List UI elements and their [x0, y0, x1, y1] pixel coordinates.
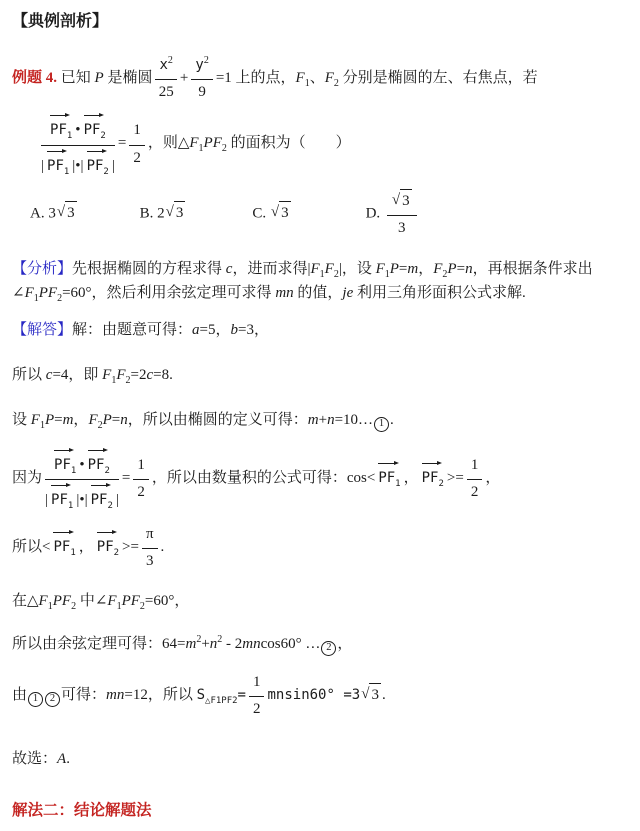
- text-run: c: [225, 261, 233, 278]
- fraction-denominator: [142, 549, 158, 573]
- text-run: =60°，然后利用余弦定理可求得: [62, 284, 276, 301]
- sqrt-radical-icon: √: [361, 686, 370, 703]
- text-run: P: [94, 69, 104, 86]
- sqrt-radical-icon: √: [165, 204, 174, 221]
- text-run: a: [192, 321, 200, 338]
- fraction-numerator: [133, 453, 149, 480]
- text-run: P: [102, 412, 112, 429]
- text-run: 1: [252, 674, 261, 691]
- vector-base: PF: [378, 469, 396, 486]
- circled-number: 1: [28, 692, 43, 707]
- text-run: .: [160, 539, 165, 556]
- section-title: [12, 10, 628, 35]
- fraction-numerator: [45, 445, 119, 480]
- text-run: A. 3: [30, 205, 56, 222]
- text-run: B. 2: [139, 205, 165, 222]
- sqrt-body: 3: [279, 201, 291, 225]
- vector-arrow-icon: [378, 460, 393, 466]
- vector-arrow-icon: [84, 112, 99, 118]
- text-run: c: [146, 367, 154, 384]
- subscript: 1: [304, 77, 310, 89]
- step-definition: [12, 409, 628, 432]
- text-run: 3: [146, 553, 154, 570]
- text-run: 25: [158, 84, 174, 101]
- text-run: >=: [446, 469, 464, 486]
- vector: [53, 528, 75, 559]
- fraction-denominator: [133, 480, 149, 504]
- text-run: F: [24, 284, 34, 301]
- text-run: >=: [122, 539, 139, 556]
- vector-arrow-icon: [97, 529, 112, 535]
- text-run: 2: [133, 149, 141, 166]
- subscript: 1: [47, 600, 53, 612]
- text-run: C.: [252, 205, 270, 222]
- sqrt-body: 3: [174, 201, 186, 225]
- subscript: 1: [395, 478, 401, 489]
- fraction: [45, 445, 119, 513]
- vector: [378, 459, 400, 490]
- text-run: 中∠: [76, 592, 108, 609]
- fraction-numerator: [387, 188, 417, 216]
- text-run: ，所以由数量积的公式可得：cos<: [151, 469, 376, 486]
- sqrt: [166, 201, 186, 225]
- vector-arrow-icon: [47, 148, 62, 154]
- text-run: ，: [403, 469, 419, 486]
- text-run: mn: [106, 687, 125, 704]
- text-run: .: [390, 412, 394, 429]
- text-run: =: [54, 412, 63, 429]
- fraction-numerator: [467, 453, 483, 480]
- options-row: [12, 188, 628, 241]
- fraction: [133, 453, 149, 505]
- text-run: F: [295, 69, 305, 86]
- subscript: 2: [442, 269, 448, 281]
- subscript: 1: [66, 131, 73, 142]
- text-run: ，进而求得|: [232, 261, 311, 278]
- text-run: P: [447, 261, 457, 278]
- text-run: F: [116, 367, 126, 384]
- subscript: 1: [384, 269, 390, 281]
- subscript: 1: [67, 500, 74, 511]
- subscript: 2: [103, 166, 109, 177]
- subscript: 1: [319, 269, 325, 281]
- text-run: n: [327, 412, 335, 429]
- text-run: 先根据椭圆的方程求得: [72, 261, 226, 278]
- analysis-paragraph: [12, 258, 628, 305]
- circled-number: 2: [45, 692, 60, 707]
- vector-arrow-icon: [422, 460, 437, 466]
- text-run: F: [433, 261, 443, 278]
- text-run: =1 上的点，: [215, 69, 296, 86]
- vector-arrow-head: [66, 483, 71, 487]
- text-run: S: [196, 687, 206, 704]
- text-run: 由: [12, 687, 28, 704]
- text-run: 解：由题意可得：: [72, 321, 193, 338]
- vector-base: PF: [51, 491, 68, 508]
- text-run: 2: [470, 483, 479, 500]
- subscript: 1: [198, 143, 204, 155]
- subscript: 1: [63, 166, 70, 177]
- fraction: [142, 522, 158, 574]
- fraction-denominator: [129, 146, 145, 170]
- text-run: |: [45, 491, 49, 508]
- subscript: 2: [333, 77, 339, 89]
- vector-base: PF: [87, 456, 105, 473]
- vector: [87, 147, 109, 178]
- fraction-numerator: [191, 53, 212, 80]
- step-law-of-cosines: [12, 633, 628, 656]
- text-run: .: [66, 750, 70, 767]
- text-run: F: [189, 135, 199, 152]
- method2-heading: [12, 799, 628, 823]
- text-run: =12，所以: [124, 687, 197, 704]
- vector-arrow-head: [62, 149, 67, 153]
- text-run: mnsin60° =3: [267, 687, 361, 704]
- vector-arrow-shaft: [84, 115, 99, 116]
- text-run: |: [115, 491, 119, 508]
- vector-arrow-shaft: [54, 450, 69, 451]
- text-run: =: [237, 687, 246, 704]
- vector: [54, 446, 76, 477]
- text-run: +: [201, 635, 210, 652]
- fraction: [155, 53, 176, 105]
- vector-arrow-icon: [54, 447, 69, 453]
- subscript: 1: [116, 600, 122, 612]
- text-run: 可得：: [61, 687, 107, 704]
- text-run: 的面积为（ ）: [226, 135, 351, 152]
- subscript: 1: [70, 465, 77, 476]
- text-run: 利用三角形面积公式求解.: [353, 284, 526, 301]
- text-run: =: [398, 261, 408, 278]
- step-dot-product: [12, 445, 628, 513]
- vector-arrow-icon: [87, 148, 102, 154]
- vector-arrow-head: [65, 113, 70, 117]
- step-angle: [12, 522, 628, 574]
- fraction-denominator: [467, 480, 483, 504]
- step-area: [12, 670, 628, 722]
- fraction-denominator: [191, 80, 212, 104]
- text-run: F: [107, 592, 117, 609]
- vector-arrow-shaft: [97, 532, 112, 533]
- vector-arrow-shaft: [88, 450, 103, 451]
- text-run: =5，: [199, 321, 231, 338]
- superscript: 2: [167, 54, 173, 66]
- superscript: 2: [196, 633, 202, 645]
- text-run: m: [62, 412, 74, 429]
- sqrt-body: 3: [369, 683, 381, 707]
- vector-base: PF: [86, 157, 104, 174]
- text-run: |: [41, 157, 45, 174]
- text-run: 分别是椭圆的左、右焦点，若: [338, 69, 538, 86]
- text-run: n: [120, 412, 128, 429]
- text-run: c: [45, 367, 53, 384]
- circled-number: 1: [374, 417, 389, 432]
- text-run: P: [389, 261, 399, 278]
- text-run: m: [407, 261, 419, 278]
- text-run: 【解答】: [12, 321, 73, 338]
- text-run: m: [185, 635, 197, 652]
- text-run: F: [61, 592, 72, 609]
- subscript: 2: [97, 420, 103, 432]
- text-run: ，: [78, 539, 94, 556]
- text-run: F: [38, 592, 48, 609]
- text-run: F: [88, 412, 98, 429]
- step-c-value: [12, 364, 628, 387]
- vector-arrow-icon: [88, 447, 103, 453]
- text-run: 所以由余弦定理可得：64=: [12, 635, 186, 652]
- subscript: 2: [104, 465, 110, 476]
- text-run: x: [159, 56, 168, 73]
- sqrt-radical-icon: √: [270, 204, 280, 221]
- vector-base: PF: [90, 491, 108, 508]
- vector-arrow-shaft: [53, 532, 68, 533]
- vector: [422, 459, 444, 490]
- vector-arrow-shaft: [51, 485, 66, 486]
- text-run: n: [209, 635, 218, 652]
- solution-intro: [12, 319, 628, 342]
- final-answer: [12, 748, 628, 771]
- text-run: P: [44, 412, 55, 429]
- subscript: 2: [71, 600, 77, 612]
- text-run: ，所以由椭圆的定义可得：: [127, 412, 308, 429]
- subscript: △F1PF2: [205, 696, 238, 707]
- vector: [97, 528, 119, 559]
- text-run: cos60° …: [260, 635, 321, 652]
- text-run: n: [465, 261, 473, 278]
- text-run: 解法二：结论解题法: [12, 801, 152, 819]
- vector: [47, 147, 69, 178]
- text-run: P: [38, 284, 48, 301]
- text-run: P: [121, 592, 131, 609]
- text-run: 9: [198, 84, 206, 101]
- text-run: =60°，: [144, 592, 190, 609]
- vector-arrow-head: [69, 530, 74, 534]
- text-run: F: [102, 367, 112, 384]
- text-run: - 2: [222, 635, 243, 652]
- text-run: =: [121, 469, 131, 486]
- text-run: =4，即: [52, 367, 103, 384]
- text-run: ，: [418, 261, 434, 278]
- subscript: 2: [113, 548, 120, 559]
- text-run: 在△: [12, 592, 39, 609]
- text-run: =: [117, 135, 127, 152]
- subscript: 2: [333, 269, 339, 281]
- subscript: 1: [111, 375, 117, 387]
- sqrt-body: 3: [400, 189, 412, 213]
- text-run: F: [324, 261, 334, 278]
- text-run: 1: [137, 456, 145, 473]
- fraction: [191, 53, 212, 105]
- vector-arrow-head: [99, 113, 104, 117]
- sqrt-radical-icon: √: [391, 191, 401, 208]
- vector-arrow-icon: [51, 482, 66, 488]
- fraction-denominator: [387, 216, 417, 240]
- text-run: =10…: [334, 412, 374, 429]
- vector-base: PF: [54, 456, 71, 473]
- text-run: 所以<: [12, 539, 51, 556]
- text-run: 已知: [57, 69, 95, 86]
- text-run: 故选：: [12, 750, 58, 767]
- vector-arrow-head: [102, 149, 107, 153]
- vector-arrow-shaft: [50, 115, 65, 116]
- text-run: mn: [242, 635, 261, 652]
- text-run: 例题 4.: [12, 69, 58, 86]
- sqrt: [392, 189, 412, 213]
- vector-arrow-icon: [53, 529, 68, 535]
- text-run: |: [111, 157, 115, 174]
- text-run: F: [310, 261, 320, 278]
- text-run: F: [30, 412, 40, 429]
- vector-base: PF: [53, 539, 71, 556]
- fraction: [387, 188, 417, 241]
- text-run: ，则△: [147, 135, 190, 152]
- vector: [88, 446, 110, 477]
- text-run: •: [79, 456, 85, 473]
- text-run: 2: [137, 483, 145, 500]
- text-run: F: [47, 284, 58, 301]
- text-run: y: [195, 56, 204, 73]
- vector-arrow-shaft: [422, 463, 437, 464]
- vector-base: PF: [83, 122, 101, 139]
- circled-number: 2: [321, 641, 336, 656]
- text-run: F: [375, 261, 385, 278]
- text-run: 、: [309, 69, 325, 86]
- vector-arrow-head: [103, 448, 108, 452]
- text-run: ，: [485, 469, 501, 486]
- subscript: 2: [107, 500, 113, 511]
- vector-arrow-shaft: [378, 463, 393, 464]
- text-run: ，: [337, 635, 353, 652]
- vector-arrow-head: [437, 461, 442, 465]
- superscript: 2: [203, 54, 209, 66]
- text-run: 的值，: [293, 284, 343, 301]
- vector-arrow-head: [394, 461, 399, 465]
- fraction: [41, 110, 115, 178]
- sqrt: [361, 683, 381, 707]
- vector-base: PF: [421, 469, 439, 486]
- fraction-numerator: [155, 53, 176, 80]
- text-run: F: [212, 135, 222, 152]
- vector-arrow-head: [69, 448, 74, 452]
- condition-equation: [12, 110, 628, 178]
- subscript: 1: [33, 292, 39, 304]
- subscript: 1: [39, 420, 45, 432]
- text-run: F: [324, 69, 334, 86]
- subscript: 2: [57, 292, 63, 304]
- fraction-numerator: [129, 118, 145, 145]
- text-run: |•|: [72, 157, 84, 174]
- vector-arrow-shaft: [47, 151, 62, 152]
- fraction-denominator: [41, 146, 115, 178]
- text-run: F: [130, 592, 140, 609]
- fraction-denominator: [155, 80, 176, 104]
- problem-statement: [12, 53, 628, 105]
- text-run: mn: [275, 284, 294, 301]
- text-run: D.: [365, 205, 384, 222]
- text-run: ，再根据条件求出∠: [12, 261, 593, 301]
- fraction: [467, 453, 483, 505]
- text-run: =8.: [153, 367, 173, 384]
- text-run: =3，: [238, 321, 269, 338]
- fraction-numerator: [249, 670, 265, 697]
- text-run: 设: [12, 412, 31, 429]
- text-run: b: [230, 321, 238, 338]
- vector-base: PF: [50, 122, 67, 139]
- fraction-numerator: [142, 522, 158, 549]
- text-run: 所以: [12, 367, 46, 384]
- subscript: 2: [125, 375, 131, 387]
- text-run: π: [145, 526, 154, 543]
- text-run: =: [111, 412, 121, 429]
- text-run: je: [342, 284, 354, 301]
- text-run: |•|: [76, 491, 88, 508]
- text-run: P: [203, 135, 213, 152]
- vector: [50, 111, 72, 142]
- text-run: m: [307, 412, 319, 429]
- subscript: 2: [100, 131, 106, 142]
- sqrt-body: 3: [65, 201, 77, 225]
- fraction-numerator: [41, 110, 115, 145]
- text-run: 2: [252, 701, 261, 718]
- subscript: 2: [221, 143, 227, 155]
- sqrt: [271, 201, 291, 225]
- step-triangle-angle: [12, 590, 628, 613]
- vector-arrow-icon: [50, 112, 65, 118]
- text-run: 因为: [12, 469, 43, 486]
- fraction: [249, 670, 265, 722]
- superscript: 2: [217, 633, 223, 645]
- fraction-denominator: [249, 697, 265, 721]
- text-run: A: [57, 750, 67, 767]
- fraction-denominator: [45, 480, 119, 512]
- vector-arrow-shaft: [87, 151, 102, 152]
- text-run: .: [381, 687, 386, 704]
- subscript: 1: [70, 548, 76, 559]
- vector: [51, 481, 73, 512]
- vector: [84, 111, 106, 142]
- vector-arrow-shaft: [91, 485, 106, 486]
- text-run: •: [75, 122, 81, 139]
- text-run: 1: [470, 456, 479, 473]
- text-run: ，: [73, 412, 89, 429]
- text-run: +: [318, 412, 328, 429]
- text-run: 1: [133, 122, 141, 139]
- sqrt-radical-icon: √: [56, 204, 66, 221]
- text-run: 【典例剖析】: [12, 13, 109, 30]
- text-run: +: [179, 69, 189, 86]
- text-run: |，设: [338, 261, 376, 278]
- vector: [91, 481, 113, 512]
- sqrt: [57, 201, 77, 225]
- subscript: 2: [139, 600, 145, 612]
- vector-arrow-head: [106, 483, 111, 487]
- text-run: P: [52, 592, 62, 609]
- fraction: [129, 118, 145, 170]
- document-body: [12, 10, 628, 823]
- vector-arrow-head: [112, 530, 117, 534]
- text-run: =: [456, 261, 466, 278]
- vector-base: PF: [96, 539, 114, 556]
- text-run: 【分析】: [12, 261, 73, 278]
- text-run: 是椭圆: [103, 69, 153, 86]
- vector-arrow-icon: [91, 482, 106, 488]
- subscript: 2: [438, 478, 444, 489]
- text-run: =2: [130, 367, 147, 384]
- text-run: 3: [398, 220, 406, 237]
- vector-base: PF: [47, 157, 64, 174]
